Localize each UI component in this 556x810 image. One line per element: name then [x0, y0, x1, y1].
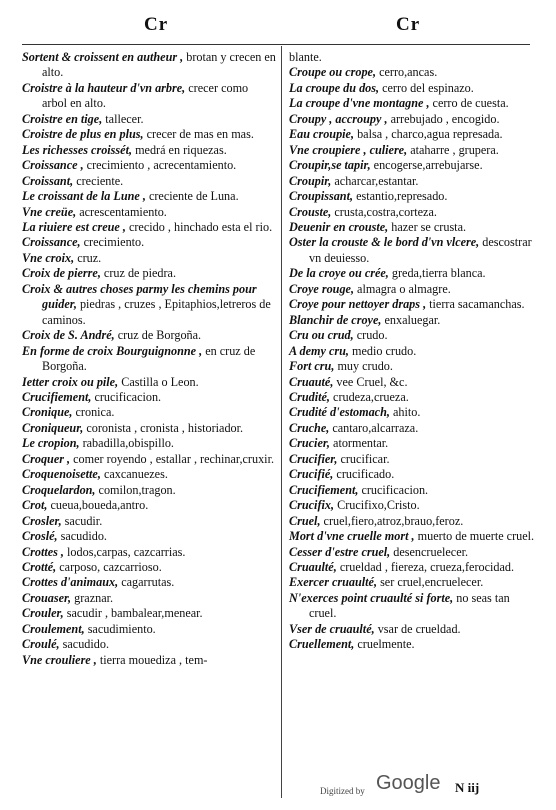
- dictionary-entry: [22, 514, 276, 529]
- dictionary-entry: [289, 529, 535, 544]
- entry-definition: estantio,represado.: [353, 189, 448, 204]
- entry-definition: ataharre , grupera.: [407, 142, 499, 157]
- entry-headword: Croniqueur,: [22, 420, 84, 435]
- dictionary-entry: [22, 421, 276, 436]
- entry-headword: Deuenir en crouste,: [289, 219, 389, 234]
- entry-headword: La croupe du dos,: [289, 80, 380, 95]
- dictionary-entry: [22, 50, 276, 81]
- dictionary-entry: [22, 390, 276, 405]
- dictionary-entry: [289, 390, 535, 405]
- entry-definition: cruz.: [74, 250, 102, 265]
- entry-headword: Crucifiement,: [22, 389, 92, 404]
- dictionary-entry: [22, 251, 276, 266]
- dictionary-entry: [22, 622, 276, 637]
- dictionary-entry: [22, 174, 276, 189]
- dictionary-entry: [22, 637, 276, 652]
- entry-definition: cruz de piedra.: [100, 266, 176, 281]
- entry-definition: coronista , cronista , historiador.: [83, 420, 244, 435]
- entry-headword: Croix & autres choses parmy les chemins pour guider,: [22, 281, 257, 312]
- entry-headword: Croupe ou crope,: [289, 65, 377, 80]
- dictionary-entry: [289, 220, 535, 235]
- dictionary-entry: [22, 606, 276, 621]
- digitized-by-text: Digitized by: [320, 786, 365, 796]
- entry-headword: De la croye ou crée,: [289, 266, 389, 281]
- entry-definition: carposo, cazcarrioso.: [56, 559, 162, 574]
- dictionary-entry: [22, 560, 276, 575]
- entry-definition: piedras , cruzes , Epitaphios,letreros de caminos.: [42, 297, 271, 327]
- entry-definition: acharcar,estantar.: [331, 173, 419, 188]
- entry-definition: cruz de Borgoña.: [114, 328, 202, 343]
- entry-definition: crueldad , fiereza, crueza,ferocidad.: [336, 559, 515, 574]
- dictionary-entry: [22, 112, 276, 127]
- entry-definition: acrescentamiento.: [76, 204, 167, 219]
- dictionary-entry: [289, 313, 535, 328]
- dictionary-entry: [289, 96, 535, 111]
- entry-headword: A demy cru,: [289, 343, 349, 358]
- entry-headword: Crouler,: [22, 606, 64, 621]
- entry-headword: Les richesses croissét,: [22, 142, 133, 157]
- page-signature: N iij: [455, 780, 480, 795]
- dictionary-entry: [22, 545, 276, 560]
- entry-definition: rabadilla,obispillo.: [79, 436, 174, 451]
- dictionary-entry: [22, 235, 276, 250]
- entry-definition: brotan y crecen en alto.: [42, 50, 276, 80]
- header-rule: [22, 44, 530, 45]
- entry-headword: Croistre en tige,: [22, 111, 103, 126]
- entry-definition: lodos,carpas, cazcarrias.: [63, 544, 186, 559]
- dictionary-entry: [289, 328, 535, 343]
- entry-headword: Cruel,: [289, 513, 321, 528]
- entry-definition: sacudido.: [59, 637, 110, 652]
- entry-definition: Castilla o Leon.: [118, 374, 199, 389]
- dictionary-entry: [22, 266, 276, 281]
- entry-headword: Crouaser,: [22, 590, 72, 605]
- entry-headword: Cruche,: [289, 420, 330, 435]
- dictionary-entry: [22, 282, 276, 328]
- entry-headword: Crot,: [22, 498, 48, 513]
- entry-headword: Croslé,: [22, 529, 58, 544]
- entry-definition: sacudimiento.: [84, 621, 156, 636]
- entry-headword: Cruaulté,: [289, 559, 337, 574]
- dictionary-entry: [289, 591, 535, 622]
- entry-definition: balsa , charco,agua represada.: [354, 127, 503, 142]
- entry-definition: en cruz de Borgoña.: [42, 343, 256, 374]
- entry-definition: Crucifixo,Cristo.: [334, 498, 420, 513]
- dictionary-entry: [22, 467, 276, 482]
- dictionary-entry: [22, 498, 276, 513]
- entry-definition: cantaro,alcarraza.: [329, 420, 419, 435]
- entry-definition: cerro,ancas.: [376, 65, 438, 80]
- entry-headword: Croulement,: [22, 621, 85, 636]
- left-column: [22, 50, 276, 668]
- dictionary-entry: [289, 112, 535, 127]
- entry-definition: cerro de cuesta.: [429, 96, 509, 111]
- entry-headword: Vne croix,: [22, 250, 75, 265]
- entry-headword: Le cropion,: [22, 436, 80, 451]
- entry-definition: crecimiento.: [80, 235, 145, 250]
- entry-headword: Cronique,: [22, 405, 73, 420]
- entry-definition: ser cruel,encruelecer.: [377, 575, 484, 590]
- dictionary-entry: [289, 545, 535, 560]
- entry-definition: medrá en riquezas.: [132, 142, 227, 157]
- entry-definition: cruel,fiero,atroz,brauo,feroz.: [320, 513, 464, 528]
- entry-headword: Vne croupiere , culiere,: [289, 142, 408, 157]
- dictionary-entry: [22, 483, 276, 498]
- entry-headword: Croupy , accroupy ,: [289, 111, 388, 126]
- entry-headword: Mort d'vne cruelle mort ,: [289, 529, 415, 544]
- entry-headword: Oster la crouste & le bord d'vn vlcere,: [289, 235, 480, 250]
- dictionary-entry: [22, 127, 276, 142]
- dictionary-entry: [289, 158, 535, 173]
- entry-definition: muerto de muerte cruel.: [414, 529, 535, 544]
- entry-headword: Croulé,: [22, 637, 60, 652]
- entry-definition: tallecer.: [102, 111, 144, 126]
- entry-definition: medio crudo.: [348, 343, 417, 358]
- entry-definition: caxcanuezes.: [100, 467, 168, 482]
- entry-headword: Crucier,: [289, 436, 330, 451]
- dictionary-entry: [22, 328, 276, 343]
- entry-headword: Vser de cruaulté,: [289, 621, 375, 636]
- entry-headword: Crucifix,: [289, 498, 335, 513]
- entry-headword: Croix de S. André,: [22, 328, 115, 343]
- entry-headword: Cesser d'estre cruel,: [289, 544, 391, 559]
- entry-headword: Croistre à la hauteur d'vn arbre,: [22, 80, 186, 95]
- dictionary-entry: [22, 81, 276, 112]
- dictionary-entry: [22, 452, 276, 467]
- dictionary-entry: [289, 205, 535, 220]
- entry-definition: ahito.: [389, 405, 421, 420]
- entry-headword: Croissance,: [22, 235, 81, 250]
- dictionary-entry: [289, 375, 535, 390]
- entry-definition: crecido , hinchado esta el rio.: [125, 219, 273, 234]
- entry-headword: Crosler,: [22, 513, 62, 528]
- dictionary-entry: [22, 189, 276, 204]
- entry-definition: crucificacion.: [91, 389, 162, 404]
- dictionary-entry: [289, 81, 535, 96]
- entry-headword: Eau croupie,: [289, 127, 355, 142]
- dictionary-entry: [22, 405, 276, 420]
- entry-definition: arrebujado , encogido.: [387, 111, 500, 126]
- dictionary-entry: [22, 375, 276, 390]
- entry-headword: Croquelardon,: [22, 482, 96, 497]
- entry-definition: creciente.: [73, 173, 124, 188]
- dictionary-entry: [22, 143, 276, 158]
- entry-headword: Fort cru,: [289, 359, 335, 374]
- dictionary-entry: [289, 189, 535, 204]
- entry-definition: crecer de mas en mas.: [143, 127, 254, 142]
- dictionary-entry: [289, 143, 535, 158]
- entry-definition: desencruelecer.: [390, 544, 469, 559]
- entry-definition: crudeza,crueza.: [329, 389, 409, 404]
- right-column: [289, 50, 535, 653]
- column-divider: [281, 46, 282, 798]
- dictionary-entry: [22, 344, 276, 375]
- entry-definition: crusta,costra,corteza.: [331, 204, 437, 219]
- dictionary-entry: [289, 637, 535, 652]
- dictionary-entry: [289, 65, 535, 80]
- entry-headword: Croupissant,: [289, 189, 354, 204]
- entry-headword: Cru ou crud,: [289, 328, 354, 343]
- entry-definition: crucificado.: [333, 467, 395, 482]
- dictionary-entry: [22, 591, 276, 606]
- entry-definition: sacudir , bambalear,menear.: [63, 606, 203, 621]
- entry-headword: Vne creüe,: [22, 204, 77, 219]
- entry-definition: muy crudo.: [334, 359, 393, 374]
- entry-definition: crucificar.: [337, 451, 390, 466]
- entry-headword: Croupir,se tapir,: [289, 158, 371, 173]
- dictionary-entry: [289, 359, 535, 374]
- entry-headword: Croye pour nettoyer draps ,: [289, 297, 427, 312]
- dictionary-entry: [289, 622, 535, 637]
- dictionary-entry: [289, 297, 535, 312]
- entry-definition: cerro del espinazo.: [379, 80, 474, 95]
- entry-definition: crecimiento , acrecentamiento.: [83, 158, 237, 173]
- running-head-left: Cr: [144, 14, 169, 35]
- entry-definition: hazer se crusta.: [388, 219, 467, 234]
- entry-headword: Exercer cruaulté,: [289, 575, 378, 590]
- entry-headword: La riuiere est creue ,: [22, 219, 126, 234]
- entry-definition: crudo.: [353, 328, 388, 343]
- dictionary-entry: [22, 205, 276, 220]
- dictionary-entry: [289, 514, 535, 529]
- entry-headword: Croquer ,: [22, 451, 71, 466]
- dictionary-entry: [289, 575, 535, 590]
- entry-definition: blante.: [289, 50, 322, 64]
- entry-headword: Croye rouge,: [289, 281, 354, 296]
- entry-headword: Crotté,: [22, 559, 57, 574]
- entry-definition: tierra sacamanchas.: [426, 297, 525, 312]
- dictionary-entry: [289, 266, 535, 281]
- dictionary-entry: [289, 560, 535, 575]
- dictionary-entry: [22, 158, 276, 173]
- entry-definition: cueua,boueda,antro.: [47, 498, 149, 513]
- entry-headword: Cruellement,: [289, 637, 355, 652]
- entry-definition: descostrar vn deuiesso.: [309, 235, 532, 265]
- google-watermark: Google: [376, 772, 441, 794]
- entry-headword: Ietter croix ou pile,: [22, 374, 119, 389]
- dictionary-entry: [22, 653, 276, 668]
- entry-headword: Sortent & croissent en autheur ,: [22, 50, 184, 64]
- entry-headword: Crucifié,: [289, 467, 334, 482]
- entry-definition: atormentar.: [329, 436, 389, 451]
- entry-definition: graznar.: [71, 590, 114, 605]
- entry-headword: Crucifiement,: [289, 482, 359, 497]
- entry-headword: Croistre de plus en plus,: [22, 127, 144, 142]
- entry-definition: comer royendo , estallar , rechinar,cruxir.: [70, 451, 274, 466]
- entry-definition: greda,tierra blanca.: [388, 266, 486, 281]
- entry-headword: Croissance ,: [22, 158, 84, 173]
- dictionary-entry: [289, 467, 535, 482]
- entry-definition: creciente de Luna.: [145, 189, 239, 204]
- dictionary-entry: [22, 529, 276, 544]
- dictionary-entry: [289, 282, 535, 297]
- entry-definition: cronica.: [72, 405, 115, 420]
- entry-definition: almagra o almagre.: [354, 281, 451, 296]
- running-head-right: Cr: [396, 14, 421, 35]
- entry-definition: crucificacion.: [358, 482, 429, 497]
- dictionary-entry: [22, 575, 276, 590]
- entry-headword: Le croissant de la Lune ,: [22, 189, 146, 204]
- entry-headword: La croupe d'vne montagne ,: [289, 96, 430, 111]
- entry-headword: N'exerces point cruaulté si forte,: [289, 590, 454, 605]
- dictionary-entry: [289, 174, 535, 189]
- entry-definition: cagarrutas.: [118, 575, 175, 590]
- entry-headword: Croupir,: [289, 173, 332, 188]
- entry-definition: enxaluegar.: [381, 312, 441, 327]
- dictionary-entry: [289, 405, 535, 420]
- entry-headword: Crouste,: [289, 204, 332, 219]
- dictionary-entry: [22, 220, 276, 235]
- entry-headword: Blanchir de croye,: [289, 312, 382, 327]
- entry-headword: Croissant,: [22, 173, 74, 188]
- entry-definition: tierra mouediza , tem-: [96, 652, 208, 667]
- dictionary-entry: [289, 344, 535, 359]
- entry-definition: vsar de crueldad.: [374, 621, 461, 636]
- entry-definition: crecer como arbol en alto.: [42, 80, 249, 111]
- dictionary-entry: [22, 436, 276, 451]
- entry-headword: Croix de pierre,: [22, 266, 101, 281]
- entry-headword: Crudité,: [289, 389, 330, 404]
- entry-headword: Croquenoisette,: [22, 467, 101, 482]
- dictionary-entry: [289, 50, 535, 65]
- dictionary-entry: [289, 235, 535, 266]
- dictionary-entry: [289, 127, 535, 142]
- entry-definition: no seas tan cruel.: [309, 590, 510, 621]
- dictionary-entry: [289, 498, 535, 513]
- dictionary-entry: [289, 483, 535, 498]
- entry-definition: encogerse,arrebujarse.: [370, 158, 483, 173]
- entry-headword: Crudité d'estomach,: [289, 405, 390, 420]
- entry-definition: vee Cruel, &c.: [333, 374, 408, 389]
- dictionary-entry: [289, 421, 535, 436]
- dictionary-entry: [289, 452, 535, 467]
- entry-headword: Crottes d'animaux,: [22, 575, 119, 590]
- entry-definition: sacudido.: [57, 529, 107, 544]
- entry-definition: sacudir.: [61, 513, 103, 528]
- entry-headword: Vne crouliere ,: [22, 652, 97, 667]
- entry-headword: En forme de croix Bourguignonne ,: [22, 343, 203, 358]
- entry-definition: comilon,tragon.: [95, 482, 176, 497]
- dictionary-entry: [289, 436, 535, 451]
- entry-headword: Cruauté,: [289, 374, 334, 389]
- entry-headword: Crottes ,: [22, 544, 64, 559]
- entry-headword: Crucifier,: [289, 451, 338, 466]
- entry-definition: cruelmente.: [354, 637, 415, 652]
